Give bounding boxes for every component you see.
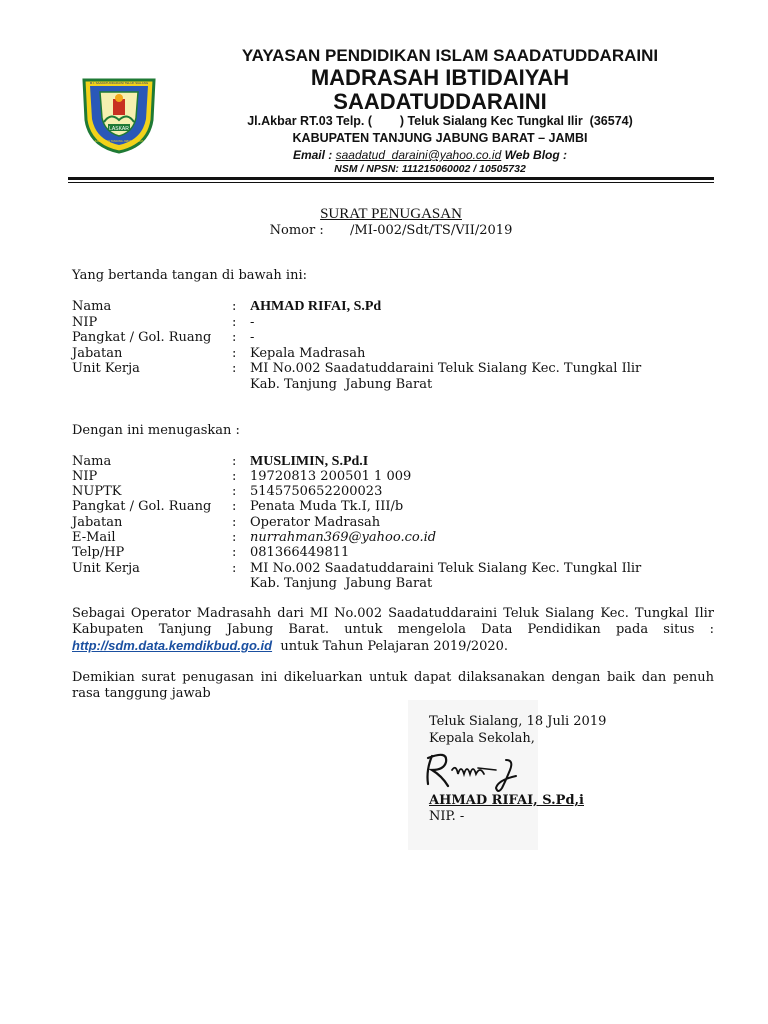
field-colon: : [232, 561, 237, 576]
signer-nip: NIP. - [429, 809, 465, 824]
assignee-row-nip [72, 469, 722, 485]
field-label: Nama [72, 454, 112, 469]
logo-label-bottom: KABUPATEN TANJUNG JABUNG BARAT [94, 140, 144, 143]
signer-row-unit-cont [72, 377, 722, 393]
letterhead-rule-thick [68, 177, 714, 180]
assignee-row-nuptk [72, 484, 722, 500]
field-value-cont: Kab. Tanjung Jabung Barat [250, 377, 433, 392]
assignee-row-unit [72, 561, 722, 577]
letter-title: SURAT PENUGASAN [320, 206, 462, 222]
intro-text: Yang bertanda tangan di bawah ini: [72, 268, 307, 283]
assignee-email[interactable]: nurrahman369@yahoo.co.id [250, 530, 437, 545]
field-label: NIP [72, 315, 98, 330]
assign-intro: Dengan ini menugaskan : [72, 423, 240, 438]
field-colon: : [232, 315, 237, 330]
field-label: NUPTK [72, 484, 122, 499]
field-value: MI No.002 Saadatuddaraini Teluk Sialang Kec. Tungkal Ilir [250, 361, 642, 376]
field-value: Penata Muda Tk.I, III/b [250, 499, 404, 514]
signer-row-rank [72, 330, 722, 346]
field-value: - [250, 315, 255, 330]
field-colon: : [232, 299, 237, 314]
school-name-line1: MADRASAH IBTIDAIYAH [310, 65, 570, 90]
field-label: Nama [72, 299, 112, 314]
email-label: Email : [292, 148, 336, 162]
nomor-label: Nomor : [269, 223, 324, 238]
school-logo [78, 72, 160, 154]
field-label: Unit Kerja [72, 361, 140, 376]
signer-row-unit [72, 361, 722, 377]
place-date: Teluk Sialang, 18 Juli 2019 [429, 714, 607, 729]
signer-position: Kepala Sekolah, [429, 731, 535, 746]
field-label: Pangkat / Gol. Ruang [72, 330, 212, 345]
field-colon: : [232, 499, 237, 514]
assignee-row-email [72, 530, 722, 546]
field-value: Operator Madrasah [250, 515, 381, 530]
paragraph-text-end: untuk Tahun Pelajaran 2019/2020. [272, 639, 509, 654]
field-value: MUSLIMIN, S.Pd.I [250, 454, 369, 469]
signer-name: AHMAD RIFAI, S.Pd,i [429, 793, 584, 808]
field-label: Pangkat / Gol. Ruang [72, 499, 212, 514]
field-label: Jabatan [72, 515, 123, 530]
field-value: 5145750652200023 [250, 484, 383, 499]
letter-number [68, 223, 714, 238]
body-paragraph-2: Demikian surat penugasan ini dikeluarkan untuk dapat dilaksanakan dengan baik dan penuh rasa tanggung jawab [72, 670, 714, 701]
signer-row-position [72, 346, 722, 362]
field-colon: : [232, 330, 237, 345]
field-colon: : [232, 469, 237, 484]
signer-row-nip [72, 315, 722, 331]
school-regency: KABUPATEN TANJUNG JABUNG BARAT – JAMBI [292, 131, 588, 145]
field-colon: : [232, 346, 237, 361]
email-line [220, 148, 640, 162]
field-colon: : [232, 454, 237, 469]
logo-label-top: M.I. SAADATUDDARAINI TELUK SIALANG [89, 81, 149, 85]
email-address[interactable]: saadatud_daraini@yahoo.co.id [335, 148, 502, 162]
school-name-line2: SAADATUDDARAINI [333, 89, 547, 114]
field-label: E-Mail [72, 530, 116, 545]
field-label: Unit Kerja [72, 561, 140, 576]
field-label: NIP [72, 469, 98, 484]
field-value: AHMAD RIFAI, S.Pd [250, 299, 382, 314]
field-colon: : [232, 515, 237, 530]
field-label: Telp/HP [72, 545, 125, 560]
letterhead-rule-thin [68, 182, 714, 183]
body-paragraph-1 [72, 606, 714, 655]
handwritten-signature [418, 748, 528, 794]
field-value-cont: Kab. Tanjung Jabung Barat [250, 576, 433, 591]
field-value: 081366449811 [250, 545, 350, 560]
assignee-row-unit-cont [72, 576, 722, 592]
field-colon: : [232, 530, 237, 545]
website-link[interactable]: http://sdm.data.kemdikbud.go.id [72, 638, 273, 653]
assignee-row-name [72, 454, 722, 470]
paragraph-text: Sebagai Operator Madrasahh dari MI No.002 Saadatuddaraini Teluk Sialang Kec. Tungkal Ilir Kabupaten Tanjung Jabung Barat. untuk mengelola Data Pendidikan pada situs : [72, 606, 714, 637]
school-address: Jl.Akbar RT.03 Telp. ( ) Teluk Sialang Kec Tungkal Ilir (36574) [247, 114, 633, 128]
field-value: - [250, 330, 255, 345]
logo-label-mid: LASKAR [109, 126, 129, 132]
field-value: MI No.002 Saadatuddaraini Teluk Sialang Kec. Tungkal Ilir [250, 561, 642, 576]
assignee-row-phone [72, 545, 722, 561]
field-colon: : [232, 484, 237, 499]
nsm-npsn: NSM / NPSN: 111215060002 / 10505732 [334, 163, 526, 175]
field-value: 19720813 200501 1 009 [250, 469, 412, 484]
assignee-row-position [72, 515, 722, 531]
field-value: Kepala Madrasah [250, 346, 366, 361]
blog-label: Web Blog : [501, 148, 568, 162]
foundation-name: YAYASAN PENDIDIKAN ISLAM SAADATUDDARAINI [241, 46, 659, 65]
field-label: Jabatan [72, 346, 123, 361]
field-colon: : [232, 361, 237, 376]
signer-row-name [72, 299, 722, 315]
assignee-row-rank [72, 499, 722, 515]
field-colon: : [232, 545, 237, 560]
nomor-value: /MI-002/Sdt/TS/VII/2019 [350, 223, 513, 238]
